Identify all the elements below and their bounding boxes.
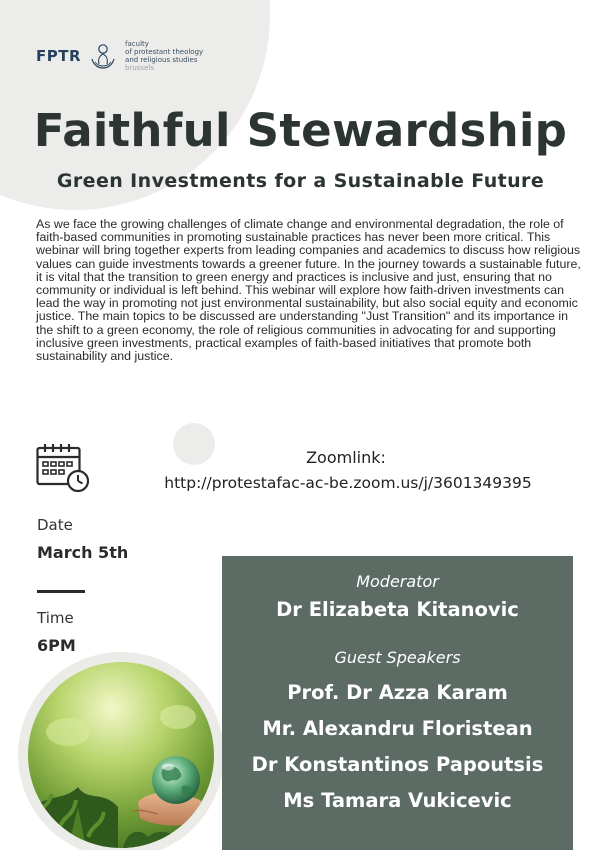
date-label: Date	[37, 516, 73, 534]
date-value: March 5th	[37, 543, 129, 562]
time-label: Time	[37, 609, 74, 627]
time-value: 6PM	[37, 636, 76, 655]
event-description: As we face the growing challenges of climate change and environmental degradation, the role of faith-based communities in promoting sustainable practices has never been more critical. This webinar will bring together experts from leading companies and academics to discuss how religious values can guide investments towards a greener future. In the journey towards a sustainable future, it is vital that the transition to green energy and practices is inclusive and just, ensuring that no community or individual is left behind. This webinar will explore how faith-driven investments can lead the way in promoting not just environmental sustainability, but also social equity and economic justice. The main topics to be discussed are understanding "Just Transition" and its importance in the shift to a green economy, the role of religious communities in advocating for and supporting inclusive green investments, practical examples of faith-based initiatives that promote both sustainability and justice.	[36, 217, 581, 364]
guest-speaker-name: Prof. Dr Azza Karam	[287, 681, 508, 704]
moderator-name: Dr Elizabeta Kitanovic	[276, 598, 519, 621]
guest-speakers-list	[202, 678, 593, 822]
event-subtitle: Green Investments for a Sustainable Future	[56, 170, 545, 192]
institution-name	[125, 40, 203, 72]
zoom-link-label: Zoomlink:	[306, 448, 386, 467]
hands-holding-globe-photo	[28, 662, 214, 848]
speakers-panel	[222, 556, 573, 850]
decorative-circle-small	[173, 423, 215, 465]
lotus-hands-emblem-icon	[89, 41, 117, 71]
calendar-clock-icon	[36, 443, 90, 493]
institution-line: and religious studies	[125, 56, 198, 64]
institution-line: faculty	[125, 40, 149, 48]
event-title: Faithful Stewardship	[33, 104, 568, 157]
guest-speaker-name: Ms Tamara Vukicevic	[283, 789, 512, 812]
guest-speaker-name: Mr. Alexandru Floristean	[262, 717, 533, 740]
institution-line: of protestant theology	[125, 48, 204, 56]
moderator-heading: Moderator	[356, 572, 439, 591]
institution-city: brussels	[125, 64, 154, 72]
date-time-divider	[37, 590, 85, 593]
zoom-meeting-link[interactable]: http://protestafac-ac-be.zoom.us/j/3601349395	[164, 474, 532, 492]
logo-wordmark: FPTR	[36, 47, 82, 65]
guest-speaker-name: Dr Konstantinos Papoutsis	[251, 753, 544, 776]
guest-speakers-heading: Guest Speakers	[334, 648, 461, 667]
fptr-logo	[36, 40, 203, 72]
